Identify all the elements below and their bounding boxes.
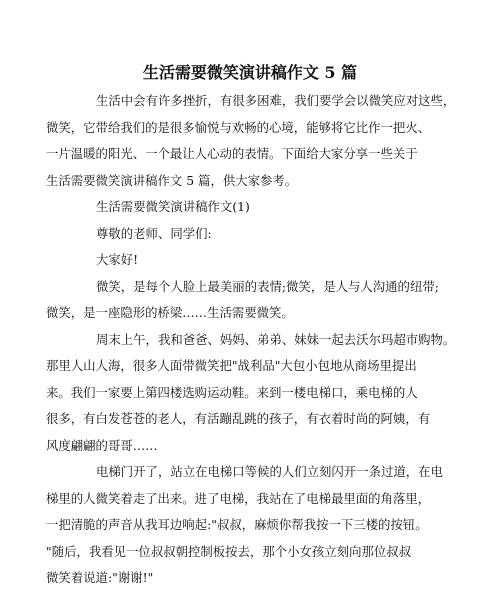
paragraph-line: 风度翩翩的哥哥……: [46, 437, 158, 453]
paragraph-line: 微笑，是每个人脸上最美丽的表情;微笑，是人与人沟通的纽带;: [96, 278, 439, 294]
paragraph-line: 来。我们一家要上第四楼选购运动鞋。来到一楼电梯口，乘电梯的人: [46, 384, 418, 400]
paragraph-line: 一把清脆的声音从我耳边响起:"叔叔，麻烦你帮我按一下三楼的按钮。: [46, 517, 428, 532]
paragraph-line: 微笑，是一座隐形的桥梁……生活需要微笑。: [46, 305, 294, 320]
paragraph-line: 一片温暖的阳光、一个最让人心动的表情。下面给大家分享一些关于: [46, 146, 418, 161]
greeting: 大家好!: [96, 252, 139, 267]
paragraph-line: 微笑，它带给我们的是很多愉悦与欢畅的心境，能够将它比作一把火、: [46, 119, 431, 135]
document-title: 生活需要微笑演讲稿作文 5 篇: [142, 63, 358, 82]
paragraph-line: "随后，我看见一位叔叔朝控制板按去，那个小女孩立刻向那位叔叔: [46, 543, 412, 559]
section-heading: 生活需要微笑演讲稿作文(1): [96, 199, 250, 214]
paragraph-line: 那里人山人海，很多人面带微笑把"战利品"大包小包地从商场里提出: [46, 358, 417, 373]
paragraph-line: 生活中会有许多挫折，有很多困难，我们要学会以微笑应对这些，: [96, 93, 456, 108]
paragraph-line: 梯里的人微笑着走了出来。进了电梯，我站在了电梯最里面的角落里，: [46, 490, 431, 506]
paragraph-line: 电梯门开了，站立在电梯口等候的人们立刻闪开一条过道，在电: [96, 464, 443, 479]
paragraph-line: 周末上午，我和爸爸、妈妈、弟弟、妹妹一起去沃尔玛超市购物。: [96, 331, 456, 347]
paragraph-line: 生活需要微笑演讲稿作文 5 篇，供大家参考。: [46, 172, 298, 188]
document-body: [46, 88, 464, 585]
salutation: 尊敬的老师、同学们:: [96, 225, 212, 241]
paragraph-line: 很多，有白发苍苍的老人，有活蹦乱跳的孩子，有衣着时尚的阿姨，有: [46, 411, 431, 426]
paragraph-line: 微笑着说道:"谢谢!": [46, 570, 154, 585]
